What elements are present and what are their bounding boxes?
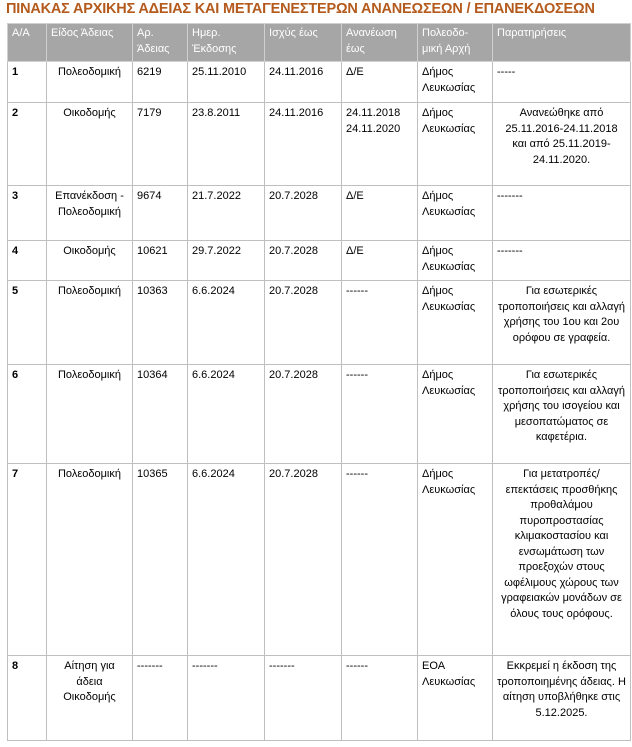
cell-type: Πολεοδομική (47, 281, 133, 365)
cell-valid-until: 20.7.2028 (265, 365, 342, 464)
table-row (8, 281, 631, 365)
header-valid-until: Ισχύς έως (265, 24, 342, 62)
cell-authority: ΕΟΑ Λευκωσίας (418, 656, 493, 741)
cell-type: Πολεοδομική (47, 464, 133, 656)
cell-notes: ----- (493, 62, 631, 103)
cell-valid-until: 20.7.2028 (265, 464, 342, 656)
cell-valid-until: 24.11.2016 (265, 62, 342, 103)
cell-authority: Δήμος Λευκωσίας (418, 103, 493, 186)
cell-notes: ------- (493, 186, 631, 241)
cell-type: Επανέκδοση - Πολεοδομική (47, 186, 133, 241)
cell-type: Πολεοδομική (47, 365, 133, 464)
table-row (8, 365, 631, 464)
page-title: ΠΙΝΑΚΑΣ ΑΡΧΙΚΗΣ ΑΔΕΙΑΣ ΚΑΙ ΜΕΤΑΓΕΝΕΣΤΕΡΩΝ ΑΝΑΝΕΩΣΕΩΝ / ΕΠΑΝΕΚΔΟΣΕΩΝ (6, 1, 595, 17)
cell-renewal: ------ (342, 464, 418, 656)
cell-aa: 5 (8, 281, 47, 365)
table-row (8, 241, 631, 281)
cell-valid-until: 20.7.2028 (265, 281, 342, 365)
cell-aa: 7 (8, 464, 47, 656)
cell-type: Οικοδομής (47, 103, 133, 186)
cell-renewal: ------ (342, 656, 418, 741)
cell-valid-until: ------- (265, 656, 342, 741)
cell-authority: Δήμος Λευκωσίας (418, 281, 493, 365)
cell-issue-date: ------- (188, 656, 265, 741)
cell-renewal: ------ (342, 281, 418, 365)
cell-aa: 3 (8, 186, 47, 241)
cell-issue-date: 6.6.2024 (188, 281, 265, 365)
table-header-row (8, 24, 631, 62)
cell-aa: 2 (8, 103, 47, 186)
cell-type: Οικοδομής (47, 241, 133, 281)
header-notes: Παρατηρήσεις (493, 24, 631, 62)
header-number: Αρ. Άδειας (133, 24, 188, 62)
cell-aa: 1 (8, 62, 47, 103)
table-row (8, 464, 631, 656)
cell-issue-date: 21.7.2022 (188, 186, 265, 241)
cell-notes: Για εσωτερικές τροποποιήσεις και αλλαγή χρήσης του 1ου και 2ου ορόφου σε γραφεία. (493, 281, 631, 365)
cell-number: 10363 (133, 281, 188, 365)
cell-valid-until: 24.11.2016 (265, 103, 342, 186)
cell-issue-date: 6.6.2024 (188, 365, 265, 464)
cell-aa: 8 (8, 656, 47, 741)
cell-authority: Δήμος Λευκωσίας (418, 365, 493, 464)
cell-number: 10365 (133, 464, 188, 656)
cell-renewal: Δ/Ε (342, 241, 418, 281)
cell-valid-until: 20.7.2028 (265, 186, 342, 241)
cell-authority: Δήμος Λευκωσίας (418, 186, 493, 241)
cell-issue-date: 23.8.2011 (188, 103, 265, 186)
header-renewal: Ανανέωση έως (342, 24, 418, 62)
cell-renewal: Δ/Ε (342, 62, 418, 103)
cell-type: Αίτηση για άδεια Οικοδομής (47, 656, 133, 741)
cell-number: 6219 (133, 62, 188, 103)
cell-renewal: ------ (342, 365, 418, 464)
permits-table (7, 23, 631, 741)
cell-authority: Δήμος Λευκωσίας (418, 62, 493, 103)
header-authority: Πολεοδο-μική Αρχή (418, 24, 493, 62)
cell-valid-until: 20.7.2028 (265, 241, 342, 281)
header-type: Είδος Άδειας (47, 24, 133, 62)
cell-number: 7179 (133, 103, 188, 186)
cell-aa: 6 (8, 365, 47, 464)
cell-number: 10364 (133, 365, 188, 464)
table-row (8, 103, 631, 186)
cell-authority: Δήμος Λευκωσίας (418, 464, 493, 656)
table-row (8, 186, 631, 241)
cell-notes: Εκκρεμεί η έκδοση της τροποποιημένης άδειας. Η αίτηση υποβλήθηκε στις 5.12.2025. (493, 656, 631, 741)
table-row (8, 656, 631, 741)
table-row (8, 62, 631, 103)
cell-number: ------- (133, 656, 188, 741)
cell-notes: Για μετατροπές/ επεκτάσεις προσθήκης προθαλάμου πυροπροστασίας κλιμακοστασίου και ενσωμάτωση των προεξοχών στους ωφέλιμους χώρους των γραφειακών μονάδων σε όλους τους ορόφους. (493, 464, 631, 656)
cell-renewal: Δ/Ε (342, 186, 418, 241)
cell-authority: Δήμος Λευκωσίας (418, 241, 493, 281)
cell-notes: ------- (493, 241, 631, 281)
cell-notes: Για εσωτερικές τροποποιήσεις και αλλαγή χρήσης του ισογείου και μεσοπατώματος σε καφετέρια. (493, 365, 631, 464)
cell-issue-date: 29.7.2022 (188, 241, 265, 281)
cell-number: 9674 (133, 186, 188, 241)
cell-renewal: 24.11.2018 24.11.2020 (342, 103, 418, 186)
header-aa: Α/Α (8, 24, 47, 62)
cell-type: Πολεοδομική (47, 62, 133, 103)
cell-issue-date: 25.11.2010 (188, 62, 265, 103)
header-issue-date: Ημερ. Έκδοσης (188, 24, 265, 62)
cell-number: 10621 (133, 241, 188, 281)
cell-notes: Ανανεώθηκε από 25.11.2016-24.11.2018 και από 25.11.2019-24.11.2020. (493, 103, 631, 186)
cell-aa: 4 (8, 241, 47, 281)
cell-issue-date: 6.6.2024 (188, 464, 265, 656)
